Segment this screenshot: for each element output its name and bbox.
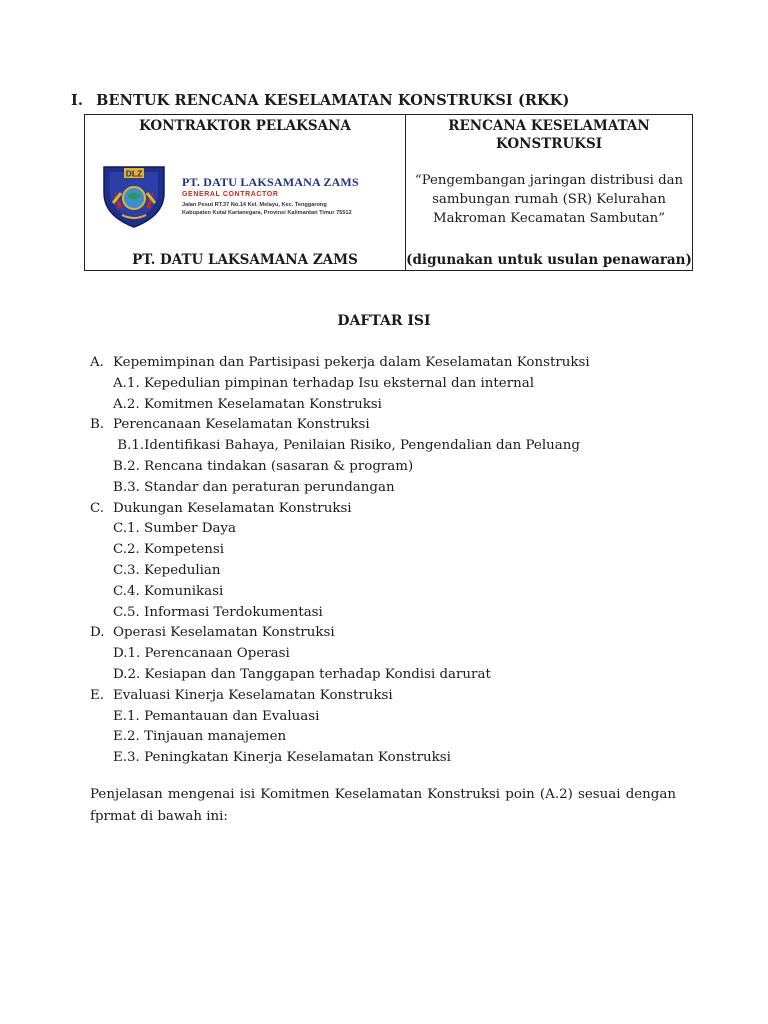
toc-item: A.1. Kepedulian pimpinan terhadap Isu eksternal dan internal [113,375,534,391]
toc-item: C.2. Kompetensi [113,542,225,558]
toc-item: E.3. Peningkatan Kinerja Keselamatan Konstruksi [113,750,451,766]
explanation-paragraph: Penjelasan mengenai isi Komitmen Keselamatan Konstruksi poin (A.2) sesuai dengan fprmat di bawah ini: [90,787,676,824]
project-line-3: Makroman Kecamatan Sambutan” [432,211,666,226]
logo-subtitle: GENERAL CONTRACTOR [182,191,279,198]
section-heading [71,92,569,109]
logo-company-name: PT. DATU LAKSAMANA ZAMS [182,175,359,189]
toc-section-e [90,686,710,707]
section-number: I. [71,92,84,109]
plan-header-line-2: KONSTRUKSI [495,136,603,152]
project-line-2: sambungan rumah (SR) Kelurahan [432,192,666,207]
toc-section-b [90,415,710,436]
toc-section-label: Operasi Keselamatan Konstruksi [113,625,335,641]
company-logo [100,163,390,233]
toc-section-label: Evaluasi Kinerja Keselamatan Konstruksi [113,687,393,703]
toc-section-c [90,499,710,520]
rkk-table [84,114,693,271]
toc-item: C.1. Sumber Daya [113,521,236,537]
plan-header-line-1: RENCANA KESELAMATAN [448,118,650,134]
project-title [406,171,692,228]
toc-letter: D. [90,625,105,641]
usage-note: (digunakan untuk usulan penawaran) [406,252,692,268]
shield-emblem-icon [100,163,168,229]
contractor-cell [85,115,406,271]
toc-item: B.1.Identifikasi Bahaya, Penilaian Risiko, Pengendalian dan Peluang [113,438,580,454]
section-title: BENTUK RENCANA KESELAMATAN KONSTRUKSI (RKK) [96,92,570,109]
toc-letter: A. [90,355,104,370]
toc-letter: E. [90,687,105,703]
toc-section-d [90,623,710,644]
logo-address-line-2: Kabupaten Kutai Kartanegara, Provinsi Kalimantan Timur 75512 [182,210,352,216]
toc-item: E.2. Tinjauan manajemen [113,729,287,745]
toc-item: B.3. Standar dan peraturan perundangan [113,479,395,495]
toc-letter: C. [90,500,105,516]
contractor-header: KONTRAKTOR PELAKSANA [139,118,351,134]
toc-section-a [90,353,710,374]
toc-title: DAFTAR ISI [337,313,431,329]
toc-item: B.2. Rencana tindakan (sasaran & program) [113,458,414,474]
logo-address-line-1: Jalan Pesut RT.37 No.14 Kel. Melayu, Kec. Tenggarong [182,202,327,208]
toc-item: C.3. Kepedulian [113,562,221,578]
plan-cell [406,115,693,271]
toc-item: E.1. Pemantauan dan Evaluasi [113,708,320,724]
toc-item: C.5. Informasi Terdokumentasi [113,604,323,620]
plan-header [406,117,692,153]
toc-letter: B. [90,417,105,433]
toc-item: D.2. Kesiapan dan Tanggapan terhadap Kondisi darurat [113,666,491,682]
logo-badge-text: DLZ [125,168,143,179]
toc-section-label: Perencanaan Keselamatan Konstruksi [113,417,370,433]
logo-text-block [182,175,359,217]
toc-section-label: Dukungan Keselamatan Konstruksi [113,500,352,516]
contractor-name: PT. DATU LAKSAMANA ZAMS [132,252,358,268]
toc-item: A.2. Komitmen Keselamatan Konstruksi [113,396,382,412]
toc-section-label: Kepemimpinan dan Partisipasi pekerja dalam Keselamatan Konstruksi [113,355,590,370]
toc-item: C.4. Komunikasi [113,583,224,599]
toc-item: D.1. Perencanaan Operasi [113,646,290,662]
table-of-contents [90,353,710,769]
project-line-1: “Pengembangan jaringan distribusi dan [414,173,684,188]
